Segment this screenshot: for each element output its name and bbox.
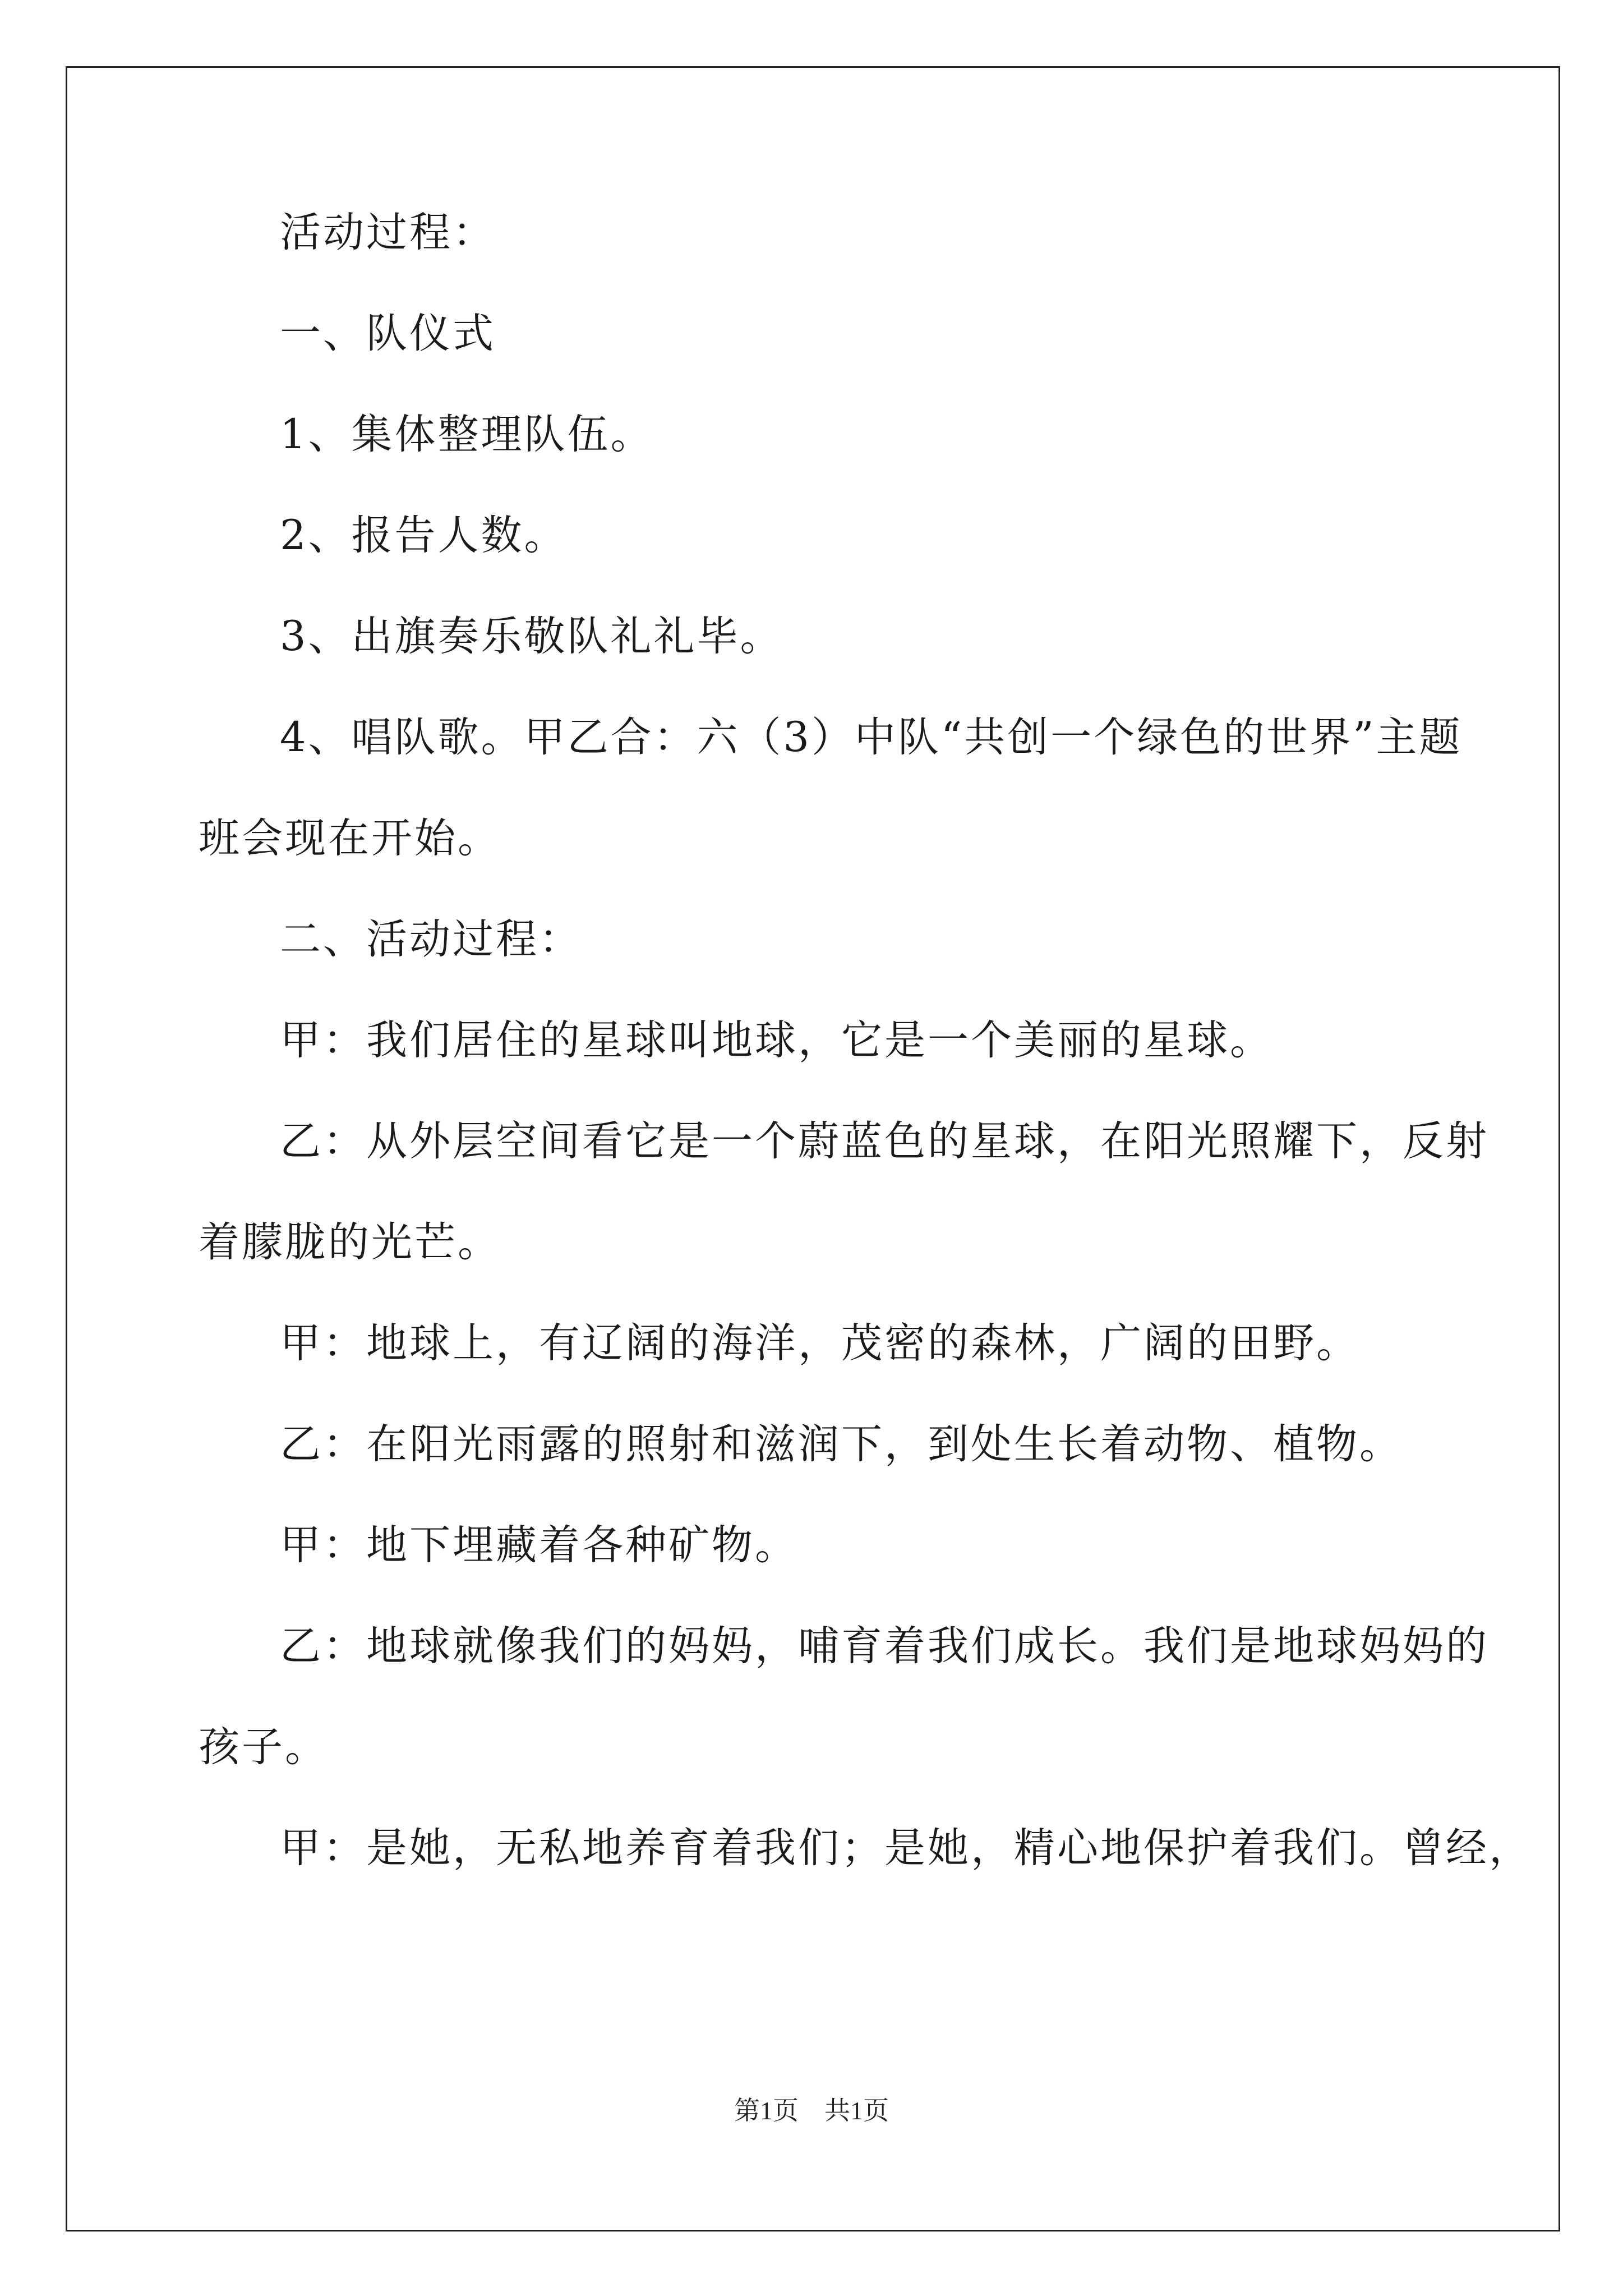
paragraph-dialogue-2-cont: 着朦胧的光芒。 bbox=[199, 1218, 501, 1266]
paragraph-section-2: 二、活动过程： bbox=[280, 915, 582, 963]
paragraph-item-2: 2、报告人数。 bbox=[280, 512, 568, 559]
paragraph-item-3: 3、出旗奏乐敬队礼礼毕。 bbox=[280, 613, 783, 660]
paragraph-dialogue-4: 乙：在阳光雨露的照射和滋润下，到处生长着动物、植物。 bbox=[280, 1420, 1403, 1468]
paragraph-dialogue-7: 甲：是她，无私地养育着我们；是她，精心地保护着我们。曾经， bbox=[280, 1824, 1532, 1872]
paragraph-section-1: 一、队仪式 bbox=[280, 310, 496, 357]
paragraph-dialogue-6: 乙：地球就像我们的妈妈，哺育着我们成长。我们是地球妈妈的 bbox=[280, 1622, 1489, 1670]
paragraph-item-1: 1、集体整理队伍。 bbox=[280, 411, 654, 458]
paragraph-item-4: 4、唱队歌。甲乙合：六（3）中队“共创一个绿色的世界”主题 bbox=[280, 714, 1463, 761]
paragraph-activity-process: 活动过程： bbox=[280, 209, 496, 256]
paragraph-dialogue-3: 甲：地球上，有辽阔的海洋，茂密的森林，广阔的田野。 bbox=[280, 1319, 1359, 1367]
paragraph-dialogue-1: 甲：我们居住的星球叫地球，它是一个美丽的星球。 bbox=[280, 1016, 1273, 1064]
paragraph-dialogue-2: 乙：从外层空间看它是一个蔚蓝色的星球，在阳光照耀下，反射 bbox=[280, 1117, 1489, 1165]
page-number-footer: 第1页 共1页 bbox=[734, 2096, 889, 2125]
paragraph-dialogue-5: 甲：地下埋藏着各种矿物。 bbox=[280, 1521, 798, 1569]
paragraph-item-4-cont: 班会现在开始。 bbox=[199, 815, 501, 862]
paragraph-dialogue-6-cont: 孩子。 bbox=[199, 1723, 328, 1771]
